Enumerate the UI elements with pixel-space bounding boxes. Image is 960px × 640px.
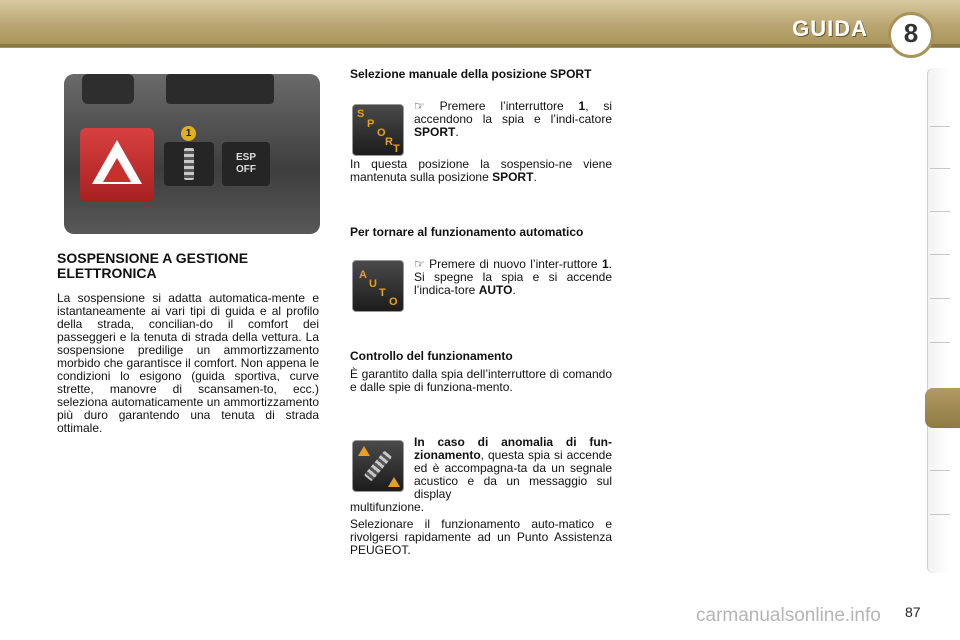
fault-indicator-lamp bbox=[352, 440, 404, 492]
chapter-tab-active[interactable] bbox=[925, 388, 960, 428]
text-run: , questa spia si accende ed è accompagna-ta da un segnale acustico e da un messaggio sul display bbox=[414, 448, 612, 501]
text-run: In questa posizione la sospensio-ne viene mantenuta sulla posizione bbox=[350, 157, 612, 184]
lamp-letter: R bbox=[385, 136, 393, 148]
control-paragraph: È garantito dalla spia dell’interruttore di comando e dalle spie di funziona-mento. bbox=[350, 367, 612, 394]
auto-indicator-lamp bbox=[352, 260, 404, 312]
text-run: Premere di nuovo l’inter-ruttore bbox=[429, 257, 602, 271]
chapter-title: GUIDA bbox=[792, 16, 868, 41]
tab-divider bbox=[930, 168, 950, 169]
warning-triangle-icon bbox=[388, 477, 400, 487]
mode-name: SPORT bbox=[492, 170, 534, 184]
sport-heading: Selezione manuale della posizione SPORT bbox=[350, 67, 592, 81]
section-title: SOSPENSIONE A GESTIONE ELETTRONICA bbox=[57, 250, 249, 281]
text-run: . bbox=[533, 170, 537, 184]
watermark: carmanualsonline.info bbox=[696, 605, 881, 626]
lamp-letter: A bbox=[359, 269, 367, 281]
switch-number: 1 bbox=[601, 257, 609, 271]
chapter-badge bbox=[888, 12, 934, 58]
spring-icon bbox=[184, 148, 194, 180]
mode-name: AUTO bbox=[478, 283, 513, 297]
tab-divider bbox=[930, 514, 950, 515]
lamp-letter: U bbox=[369, 278, 377, 290]
chapter-number: 8 bbox=[903, 18, 919, 48]
sport-instruction bbox=[414, 100, 612, 139]
esp-off-label bbox=[222, 152, 270, 176]
off-label: OFF bbox=[236, 164, 256, 175]
sport-note bbox=[350, 158, 612, 184]
hazard-triangle-inner bbox=[103, 158, 131, 182]
text-run: . bbox=[455, 125, 459, 139]
tab-divider bbox=[930, 298, 950, 299]
esp-off-switch bbox=[222, 142, 270, 186]
tab-divider bbox=[930, 254, 950, 255]
auto-instruction bbox=[414, 258, 612, 297]
fan-vent-control bbox=[82, 74, 134, 104]
anomaly-continuation: multifunzione. bbox=[350, 500, 425, 514]
climate-display bbox=[166, 74, 274, 104]
anomaly-advice: Selezionare il funzionamento auto-matico e rivolgersi rapidamente ad un Punto Assistenza PEUGEOT. bbox=[350, 517, 612, 557]
chapter-tab-strip bbox=[927, 68, 949, 573]
anomaly-bold: In caso di anomalia di fun-zionamento bbox=[414, 435, 612, 462]
callout-marker: 1 bbox=[181, 126, 196, 141]
text-run: , si accendono la spia e l’indi-catore bbox=[414, 99, 612, 126]
switch-number: 1 bbox=[578, 99, 586, 113]
esp-label: ESP bbox=[235, 152, 256, 163]
header-rule bbox=[0, 44, 960, 47]
anomaly-paragraph bbox=[414, 436, 612, 501]
text-run: . bbox=[512, 283, 516, 297]
suspension-switch bbox=[164, 142, 214, 186]
warning-triangle-icon bbox=[358, 446, 370, 456]
text-run: . Si spegne la spia e si accende l’indica-tore bbox=[414, 257, 612, 297]
sport-indicator-lamp bbox=[352, 104, 404, 156]
lamp-letter: T bbox=[393, 143, 400, 155]
tab-divider bbox=[930, 126, 950, 127]
tab-divider bbox=[930, 342, 950, 343]
control-heading: Controllo del funzionamento bbox=[350, 349, 513, 363]
hand-pointer-icon: ☞ bbox=[414, 257, 425, 271]
lamp-letter: S bbox=[357, 108, 365, 120]
hand-pointer-icon: ☞ bbox=[414, 99, 425, 113]
intro-paragraph: La sospensione si adatta automatica-mente e istantaneamente ai vari tipi di guida e al profilo della strada, concilian-do il comfort dei passeggeri e la tenuta di strada della vettura. La sospensione predilige un ammortizzamento morbido che garantisce il comfort. Non appena le condizioni lo esigono (guida sportiva, curve strette, manovre di scansamen-to, ecc.) seleziona automaticamente un ammortizzamento più duro garantendo una tenuta di strada ottimale. bbox=[57, 291, 319, 435]
lamp-letter: P bbox=[367, 118, 375, 130]
lamp-letter: O bbox=[377, 127, 386, 139]
tab-divider bbox=[930, 211, 950, 212]
lamp-letter: O bbox=[389, 296, 398, 308]
page-number: 87 bbox=[905, 604, 921, 620]
auto-heading: Per tornare al funzionamento automatico bbox=[350, 225, 584, 239]
text-run: Premere l’interruttore bbox=[439, 99, 579, 113]
mode-name: SPORT bbox=[414, 125, 456, 139]
tab-divider bbox=[930, 470, 950, 471]
lamp-letter: T bbox=[379, 287, 386, 299]
